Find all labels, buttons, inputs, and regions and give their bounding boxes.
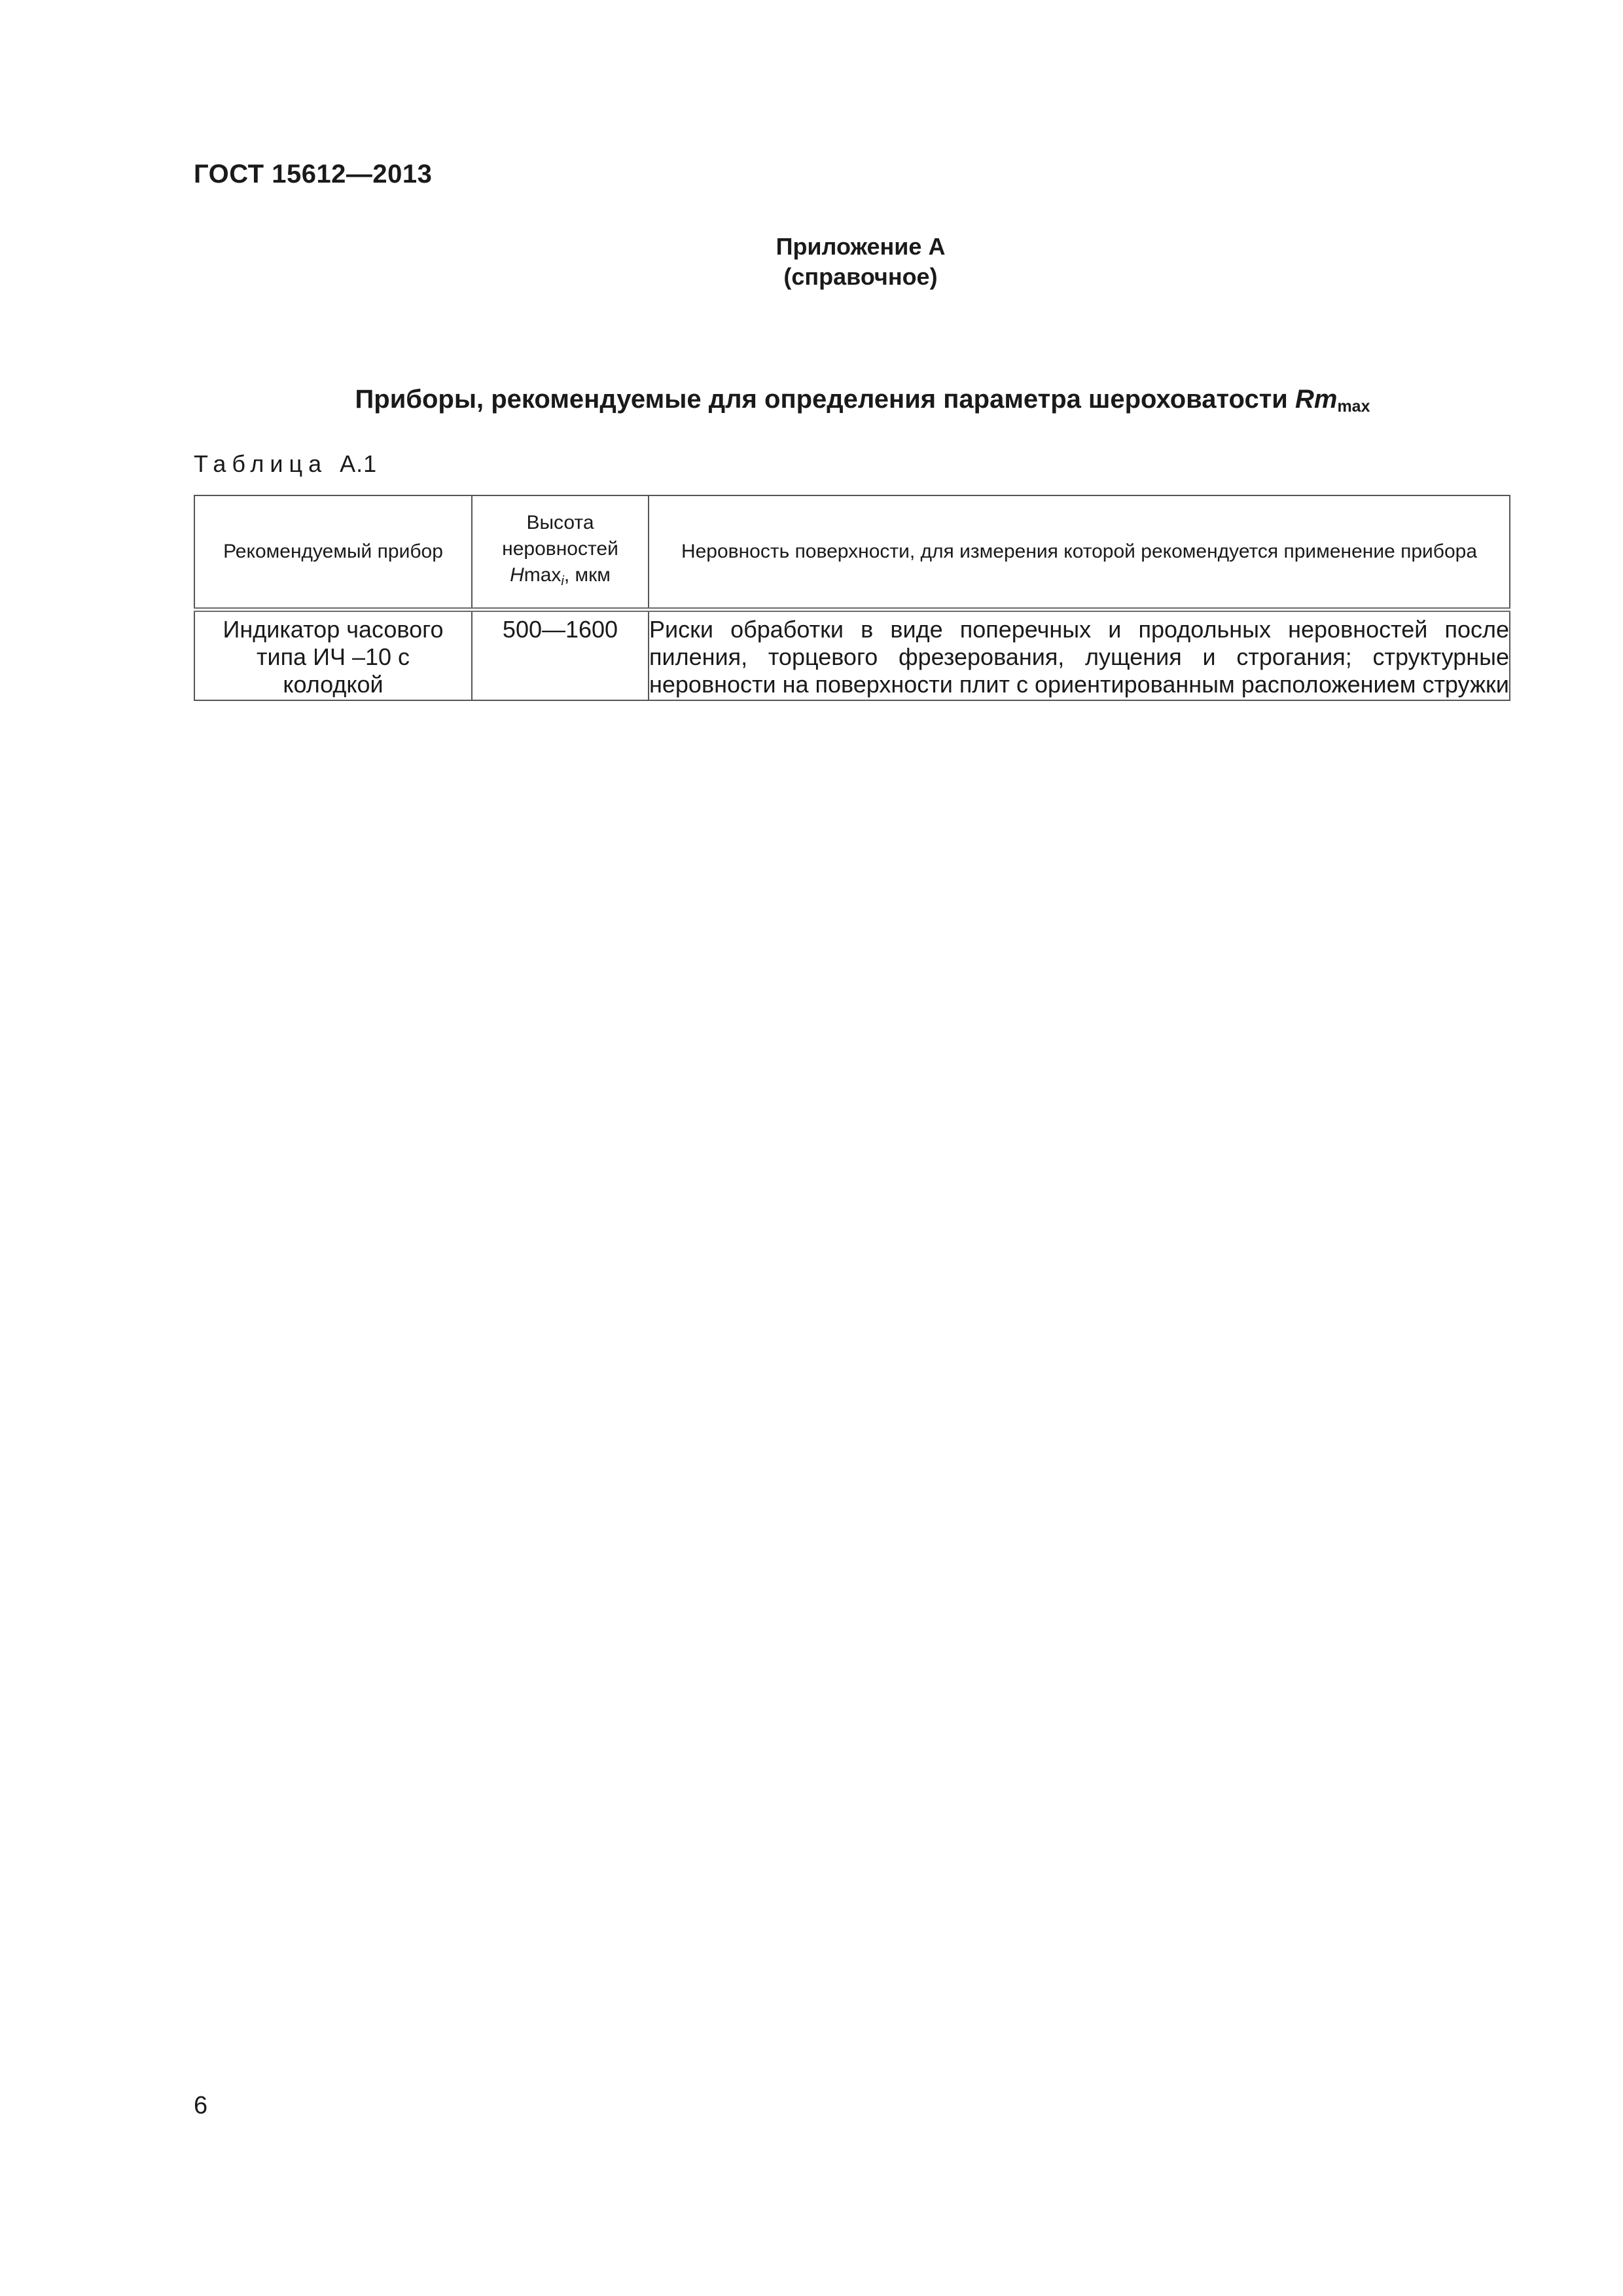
appendix-title: Приложение А — [776, 233, 946, 260]
cell-roughness-text: Риски обработки в виде поперечных и продольных неровностей после пиления, торцевого фрезерования, лущения и строгания; структурные неровности на поверхности плит с ориентированным расположением стружки — [649, 616, 1509, 698]
cell-device-line2: типа ИЧ –10 с — [256, 643, 410, 670]
header-height-symbol: H — [510, 564, 524, 586]
cell-height-value: 500—1600 — [502, 616, 618, 643]
header-device — [194, 495, 472, 610]
section-title — [0, 385, 1623, 416]
appendix-type: (справочное) — [783, 263, 938, 290]
header-height-line1: Высота — [526, 511, 594, 533]
cell-device — [194, 610, 472, 701]
table-header-row — [194, 495, 1510, 610]
header-height-line2: неровностей — [502, 537, 618, 560]
header-height-symbol-rest: max — [524, 564, 562, 586]
header-height-sub: i — [561, 573, 564, 588]
table-caption — [194, 450, 377, 478]
cell-roughness — [649, 610, 1510, 701]
header-device-label: Рекомендуемый прибор — [223, 541, 443, 562]
cell-height — [472, 610, 649, 701]
header-height-line3 — [473, 562, 648, 594]
section-title-symbol: Rm — [1294, 385, 1338, 414]
instruments-table — [194, 495, 1510, 701]
section-title-text: Приборы, рекомендуемые для определения параметра шероховатости — [355, 385, 1295, 414]
cell-device-line1: Индикатор часового — [223, 616, 444, 643]
page-number: 6 — [194, 2092, 208, 2119]
document-code: ГОСТ 15612—2013 — [194, 160, 433, 188]
table-caption-number: А.1 — [340, 450, 378, 477]
header-roughness-label: Неровность поверхности, для измерения которой рекомендуется применение прибора — [681, 541, 1478, 562]
cell-device-line3: колодкой — [283, 671, 383, 698]
header-roughness — [649, 495, 1510, 610]
table-row — [194, 610, 1510, 701]
section-title-symbol-sub: max — [1337, 397, 1370, 416]
header-height-unit: , мкм — [563, 564, 611, 586]
table-caption-word: Таблица — [194, 450, 328, 477]
header-height — [472, 495, 649, 610]
